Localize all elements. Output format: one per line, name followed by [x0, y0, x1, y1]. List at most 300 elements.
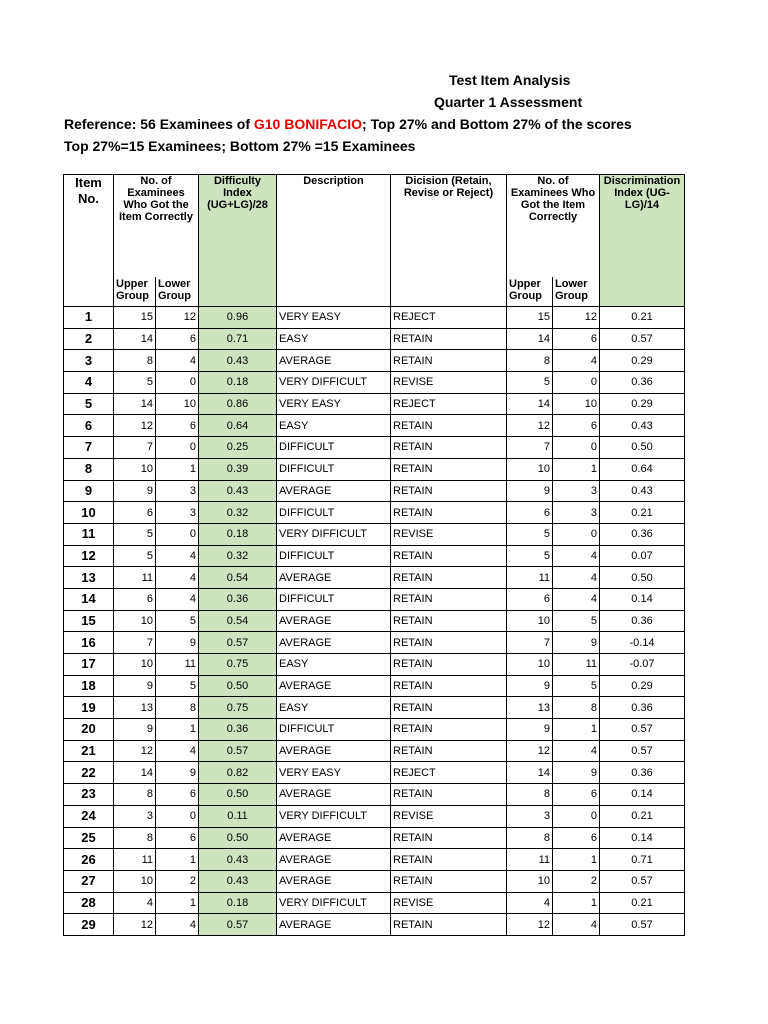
decision: REVISE	[391, 805, 507, 827]
difficulty-index: 0.36	[199, 719, 277, 741]
upper-group-count-2: 9	[507, 480, 553, 502]
decision: RETAIN	[391, 610, 507, 632]
difficulty-index: 0.32	[199, 545, 277, 567]
upper-group-count: 5	[114, 545, 156, 567]
header-discrimination: Discrimination Index (UG-LG)/14	[600, 175, 685, 307]
lower-group-count: 9	[156, 762, 199, 784]
lower-group-count-2: 1	[553, 849, 600, 871]
difficulty-index: 0.71	[199, 328, 277, 350]
table-row	[64, 914, 685, 936]
difficulty-index: 0.32	[199, 502, 277, 524]
lower-group-count: 5	[156, 675, 199, 697]
decision: REJECT	[391, 762, 507, 784]
upper-group-count: 6	[114, 588, 156, 610]
discrimination-index: 0.43	[600, 480, 685, 502]
lower-group-count-2: 1	[553, 719, 600, 741]
description: AVERAGE	[277, 849, 391, 871]
discrimination-index: 0.64	[600, 458, 685, 480]
upper-group-count: 14	[114, 328, 156, 350]
decision: RETAIN	[391, 654, 507, 676]
upper-group-count-2: 6	[507, 502, 553, 524]
lower-group-count: 1	[156, 719, 199, 741]
item-number: 17	[64, 654, 114, 676]
decision: RETAIN	[391, 740, 507, 762]
item-analysis-table	[63, 174, 685, 936]
lower-group-count: 2	[156, 870, 199, 892]
upper-group-count: 12	[114, 740, 156, 762]
upper-group-count: 9	[114, 719, 156, 741]
lower-group-count: 4	[156, 588, 199, 610]
upper-group-count: 10	[114, 610, 156, 632]
description: AVERAGE	[277, 350, 391, 372]
upper-group-count: 3	[114, 805, 156, 827]
upper-group-count-2: 5	[507, 523, 553, 545]
upper-group-count: 7	[114, 632, 156, 654]
decision: RETAIN	[391, 632, 507, 654]
lower-group-count: 4	[156, 740, 199, 762]
discrimination-index: 0.36	[600, 697, 685, 719]
difficulty-index: 0.57	[199, 632, 277, 654]
lower-group-count: 6	[156, 784, 199, 806]
decision: REJECT	[391, 393, 507, 415]
item-number: 19	[64, 697, 114, 719]
item-number: 18	[64, 675, 114, 697]
table-row	[64, 805, 685, 827]
lower-group-count-2: 0	[553, 437, 600, 459]
difficulty-index: 0.18	[199, 892, 277, 914]
difficulty-index: 0.96	[199, 307, 277, 329]
decision: RETAIN	[391, 588, 507, 610]
decision: RETAIN	[391, 784, 507, 806]
discrimination-index: 0.50	[600, 437, 685, 459]
table-row	[64, 372, 685, 394]
lower-group-count: 10	[156, 393, 199, 415]
upper-group-count: 7	[114, 437, 156, 459]
table-row	[64, 350, 685, 372]
discrimination-index: 0.21	[600, 805, 685, 827]
document-title: Test Item Analysis	[449, 72, 571, 88]
section-name: G10 BONIFACIO	[253, 116, 363, 132]
difficulty-index: 0.36	[199, 588, 277, 610]
discrimination-index: 0.36	[600, 523, 685, 545]
discrimination-index: 0.57	[600, 870, 685, 892]
item-number: 6	[64, 415, 114, 437]
upper-group-count-2: 12	[507, 415, 553, 437]
upper-group-count-2: 13	[507, 697, 553, 719]
item-number: 24	[64, 805, 114, 827]
upper-group-count-2: 15	[507, 307, 553, 329]
description: DIFFICULT	[277, 588, 391, 610]
lower-group-count-2: 5	[553, 610, 600, 632]
upper-group-count: 14	[114, 762, 156, 784]
header-decision: Dicision (Retain, Revise or Reject)	[391, 175, 507, 307]
discrimination-index: 0.21	[600, 307, 685, 329]
table-row	[64, 393, 685, 415]
difficulty-index: 0.43	[199, 480, 277, 502]
description: VERY DIFFICULT	[277, 523, 391, 545]
item-number: 20	[64, 719, 114, 741]
header-lower-group: Lower Group	[156, 277, 199, 307]
difficulty-index: 0.54	[199, 610, 277, 632]
discrimination-index: 0.71	[600, 849, 685, 871]
item-number: 21	[64, 740, 114, 762]
lower-group-count-2: 5	[553, 675, 600, 697]
upper-group-count: 6	[114, 502, 156, 524]
description: AVERAGE	[277, 827, 391, 849]
difficulty-index: 0.43	[199, 350, 277, 372]
document-subtitle: Quarter 1 Assessment	[434, 94, 583, 110]
discrimination-index: 0.36	[600, 762, 685, 784]
item-number: 10	[64, 502, 114, 524]
lower-group-count: 0	[156, 523, 199, 545]
discrimination-index: 0.14	[600, 784, 685, 806]
upper-group-count-2: 8	[507, 827, 553, 849]
description: AVERAGE	[277, 914, 391, 936]
header-correct-2: No. of Examinees Who Got the Item Correctly	[507, 175, 600, 277]
item-number: 2	[64, 328, 114, 350]
discrimination-index: 0.36	[600, 610, 685, 632]
description: DIFFICULT	[277, 458, 391, 480]
discrimination-index: 0.21	[600, 892, 685, 914]
lower-group-count: 11	[156, 654, 199, 676]
lower-group-count-2: 4	[553, 740, 600, 762]
decision: RETAIN	[391, 328, 507, 350]
table-row	[64, 328, 685, 350]
discrimination-index: -0.14	[600, 632, 685, 654]
lower-group-count: 1	[156, 892, 199, 914]
description: AVERAGE	[277, 480, 391, 502]
decision: REVISE	[391, 892, 507, 914]
lower-group-count: 0	[156, 437, 199, 459]
upper-group-count: 10	[114, 870, 156, 892]
difficulty-index: 0.82	[199, 762, 277, 784]
table-row	[64, 784, 685, 806]
item-number: 9	[64, 480, 114, 502]
table-row	[64, 697, 685, 719]
discrimination-index: 0.50	[600, 567, 685, 589]
lower-group-count-2: 10	[553, 393, 600, 415]
description: VERY EASY	[277, 762, 391, 784]
table-row	[64, 415, 685, 437]
lower-group-count: 3	[156, 480, 199, 502]
upper-group-count: 12	[114, 914, 156, 936]
lower-group-count: 8	[156, 697, 199, 719]
decision: REVISE	[391, 372, 507, 394]
upper-group-count-2: 14	[507, 328, 553, 350]
description: AVERAGE	[277, 784, 391, 806]
lower-group-count-2: 4	[553, 914, 600, 936]
lower-group-count-2: 3	[553, 480, 600, 502]
decision: REVISE	[391, 523, 507, 545]
item-number: 15	[64, 610, 114, 632]
lower-group-count-2: 9	[553, 632, 600, 654]
item-number: 8	[64, 458, 114, 480]
upper-group-count: 9	[114, 675, 156, 697]
decision: RETAIN	[391, 545, 507, 567]
table-row	[64, 502, 685, 524]
decision: RETAIN	[391, 870, 507, 892]
upper-group-count-2: 14	[507, 762, 553, 784]
table-row	[64, 610, 685, 632]
decision: REJECT	[391, 307, 507, 329]
item-number: 22	[64, 762, 114, 784]
description: DIFFICULT	[277, 545, 391, 567]
discrimination-index: 0.21	[600, 502, 685, 524]
difficulty-index: 0.18	[199, 523, 277, 545]
table-row	[64, 654, 685, 676]
lower-group-count: 6	[156, 827, 199, 849]
item-number: 13	[64, 567, 114, 589]
table-row	[64, 458, 685, 480]
description: DIFFICULT	[277, 502, 391, 524]
description: VERY EASY	[277, 307, 391, 329]
discrimination-index: 0.14	[600, 827, 685, 849]
difficulty-index: 0.50	[199, 827, 277, 849]
table-row	[64, 762, 685, 784]
decision: RETAIN	[391, 480, 507, 502]
description: VERY DIFFICULT	[277, 805, 391, 827]
upper-group-count: 8	[114, 350, 156, 372]
description: VERY DIFFICULT	[277, 372, 391, 394]
header-correct: No. of Examinees Who Got the Item Correctly	[114, 175, 199, 277]
difficulty-index: 0.43	[199, 870, 277, 892]
description: DIFFICULT	[277, 719, 391, 741]
upper-group-count: 11	[114, 849, 156, 871]
discrimination-index: 0.57	[600, 740, 685, 762]
item-number: 25	[64, 827, 114, 849]
upper-group-count: 14	[114, 393, 156, 415]
lower-group-count: 0	[156, 372, 199, 394]
upper-group-count-2: 5	[507, 372, 553, 394]
item-number: 11	[64, 523, 114, 545]
upper-group-count-2: 7	[507, 437, 553, 459]
discrimination-index: 0.14	[600, 588, 685, 610]
lower-group-count-2: 6	[553, 328, 600, 350]
table-row	[64, 480, 685, 502]
decision: RETAIN	[391, 567, 507, 589]
decision: RETAIN	[391, 437, 507, 459]
item-number: 27	[64, 870, 114, 892]
lower-group-count-2: 6	[553, 827, 600, 849]
lower-group-count-2: 8	[553, 697, 600, 719]
description: DIFFICULT	[277, 437, 391, 459]
description: AVERAGE	[277, 870, 391, 892]
reference-line	[64, 116, 632, 132]
lower-group-count: 12	[156, 307, 199, 329]
lower-group-count-2: 1	[553, 458, 600, 480]
item-number: 16	[64, 632, 114, 654]
item-number: 26	[64, 849, 114, 871]
lower-group-count: 6	[156, 415, 199, 437]
lower-group-count-2: 4	[553, 567, 600, 589]
difficulty-index: 0.50	[199, 675, 277, 697]
table-row	[64, 849, 685, 871]
upper-group-count: 11	[114, 567, 156, 589]
description: AVERAGE	[277, 740, 391, 762]
lower-group-count: 1	[156, 849, 199, 871]
decision: RETAIN	[391, 827, 507, 849]
description: EASY	[277, 697, 391, 719]
decision: RETAIN	[391, 675, 507, 697]
upper-group-count: 15	[114, 307, 156, 329]
table-row	[64, 437, 685, 459]
difficulty-index: 0.64	[199, 415, 277, 437]
lower-group-count: 5	[156, 610, 199, 632]
header-description: Description	[277, 175, 391, 307]
upper-group-count-2: 10	[507, 654, 553, 676]
lower-group-count-2: 3	[553, 502, 600, 524]
decision: RETAIN	[391, 697, 507, 719]
upper-group-count: 10	[114, 654, 156, 676]
discrimination-index: -0.07	[600, 654, 685, 676]
lower-group-count-2: 4	[553, 545, 600, 567]
upper-group-count-2: 9	[507, 675, 553, 697]
item-number: 4	[64, 372, 114, 394]
upper-group-count-2: 14	[507, 393, 553, 415]
discrimination-index: 0.29	[600, 675, 685, 697]
difficulty-index: 0.54	[199, 567, 277, 589]
difficulty-index: 0.57	[199, 740, 277, 762]
upper-group-count: 5	[114, 372, 156, 394]
difficulty-index: 0.50	[199, 784, 277, 806]
lower-group-count-2: 11	[553, 654, 600, 676]
item-number: 7	[64, 437, 114, 459]
description: EASY	[277, 654, 391, 676]
decision: RETAIN	[391, 719, 507, 741]
difficulty-index: 0.57	[199, 914, 277, 936]
discrimination-index: 0.29	[600, 393, 685, 415]
difficulty-index: 0.11	[199, 805, 277, 827]
decision: RETAIN	[391, 458, 507, 480]
table-row	[64, 545, 685, 567]
upper-group-count-2: 9	[507, 719, 553, 741]
item-number: 5	[64, 393, 114, 415]
item-number: 14	[64, 588, 114, 610]
discrimination-index: 0.36	[600, 372, 685, 394]
upper-group-count-2: 12	[507, 914, 553, 936]
discrimination-index: 0.43	[600, 415, 685, 437]
header-item-no: Item No.	[64, 175, 114, 307]
item-number: 12	[64, 545, 114, 567]
header-upper-group-2: Upper Group	[507, 277, 553, 307]
table-row	[64, 719, 685, 741]
upper-group-count: 9	[114, 480, 156, 502]
groups-line: Top 27%=15 Examinees; Bottom 27% =15 Examinees	[64, 138, 416, 154]
upper-group-count-2: 10	[507, 610, 553, 632]
description: EASY	[277, 415, 391, 437]
description: EASY	[277, 328, 391, 350]
upper-group-count-2: 8	[507, 784, 553, 806]
table-row	[64, 588, 685, 610]
lower-group-count-2: 6	[553, 415, 600, 437]
description: VERY DIFFICULT	[277, 892, 391, 914]
lower-group-count: 0	[156, 805, 199, 827]
lower-group-count-2: 9	[553, 762, 600, 784]
description: AVERAGE	[277, 675, 391, 697]
table-row	[64, 827, 685, 849]
decision: RETAIN	[391, 415, 507, 437]
table-row	[64, 740, 685, 762]
upper-group-count-2: 10	[507, 458, 553, 480]
description: AVERAGE	[277, 632, 391, 654]
header-difficulty: Difficulty Index (UG+LG)/28	[199, 175, 277, 307]
lower-group-count: 4	[156, 545, 199, 567]
difficulty-index: 0.75	[199, 654, 277, 676]
difficulty-index: 0.39	[199, 458, 277, 480]
header-upper-group: Upper Group	[114, 277, 156, 307]
discrimination-index: 0.57	[600, 914, 685, 936]
lower-group-count: 3	[156, 502, 199, 524]
header-lower-group-2: Lower Group	[553, 277, 600, 307]
upper-group-count: 10	[114, 458, 156, 480]
upper-group-count-2: 11	[507, 849, 553, 871]
table-row	[64, 892, 685, 914]
lower-group-count-2: 0	[553, 372, 600, 394]
upper-group-count-2: 3	[507, 805, 553, 827]
table-row	[64, 675, 685, 697]
table-row	[64, 307, 685, 329]
decision: RETAIN	[391, 350, 507, 372]
upper-group-count-2: 8	[507, 350, 553, 372]
difficulty-index: 0.18	[199, 372, 277, 394]
lower-group-count-2: 0	[553, 523, 600, 545]
reference-pre: Reference: 56 Examinees of	[64, 116, 254, 132]
upper-group-count: 5	[114, 523, 156, 545]
upper-group-count-2: 6	[507, 588, 553, 610]
upper-group-count-2: 11	[507, 567, 553, 589]
upper-group-count-2: 7	[507, 632, 553, 654]
table-row	[64, 567, 685, 589]
lower-group-count: 4	[156, 567, 199, 589]
upper-group-count: 8	[114, 827, 156, 849]
lower-group-count-2: 12	[553, 307, 600, 329]
reference-post: ; Top 27% and Bottom 27% of the scores	[362, 116, 632, 132]
item-number: 23	[64, 784, 114, 806]
item-number: 1	[64, 307, 114, 329]
upper-group-count-2: 10	[507, 870, 553, 892]
lower-group-count: 4	[156, 350, 199, 372]
difficulty-index: 0.25	[199, 437, 277, 459]
lower-group-count: 1	[156, 458, 199, 480]
description: AVERAGE	[277, 610, 391, 632]
lower-group-count-2: 0	[553, 805, 600, 827]
discrimination-index: 0.07	[600, 545, 685, 567]
discrimination-index: 0.57	[600, 328, 685, 350]
upper-group-count: 12	[114, 415, 156, 437]
lower-group-count-2: 2	[553, 870, 600, 892]
lower-group-count: 9	[156, 632, 199, 654]
lower-group-count-2: 1	[553, 892, 600, 914]
upper-group-count: 8	[114, 784, 156, 806]
item-number: 3	[64, 350, 114, 372]
lower-group-count-2: 4	[553, 350, 600, 372]
upper-group-count-2: 4	[507, 892, 553, 914]
decision: RETAIN	[391, 849, 507, 871]
description: VERY EASY	[277, 393, 391, 415]
upper-group-count-2: 5	[507, 545, 553, 567]
decision: RETAIN	[391, 914, 507, 936]
upper-group-count: 4	[114, 892, 156, 914]
description: AVERAGE	[277, 567, 391, 589]
difficulty-index: 0.75	[199, 697, 277, 719]
lower-group-count: 6	[156, 328, 199, 350]
table-row	[64, 870, 685, 892]
lower-group-count-2: 4	[553, 588, 600, 610]
lower-group-count-2: 6	[553, 784, 600, 806]
difficulty-index: 0.43	[199, 849, 277, 871]
item-number: 28	[64, 892, 114, 914]
discrimination-index: 0.29	[600, 350, 685, 372]
